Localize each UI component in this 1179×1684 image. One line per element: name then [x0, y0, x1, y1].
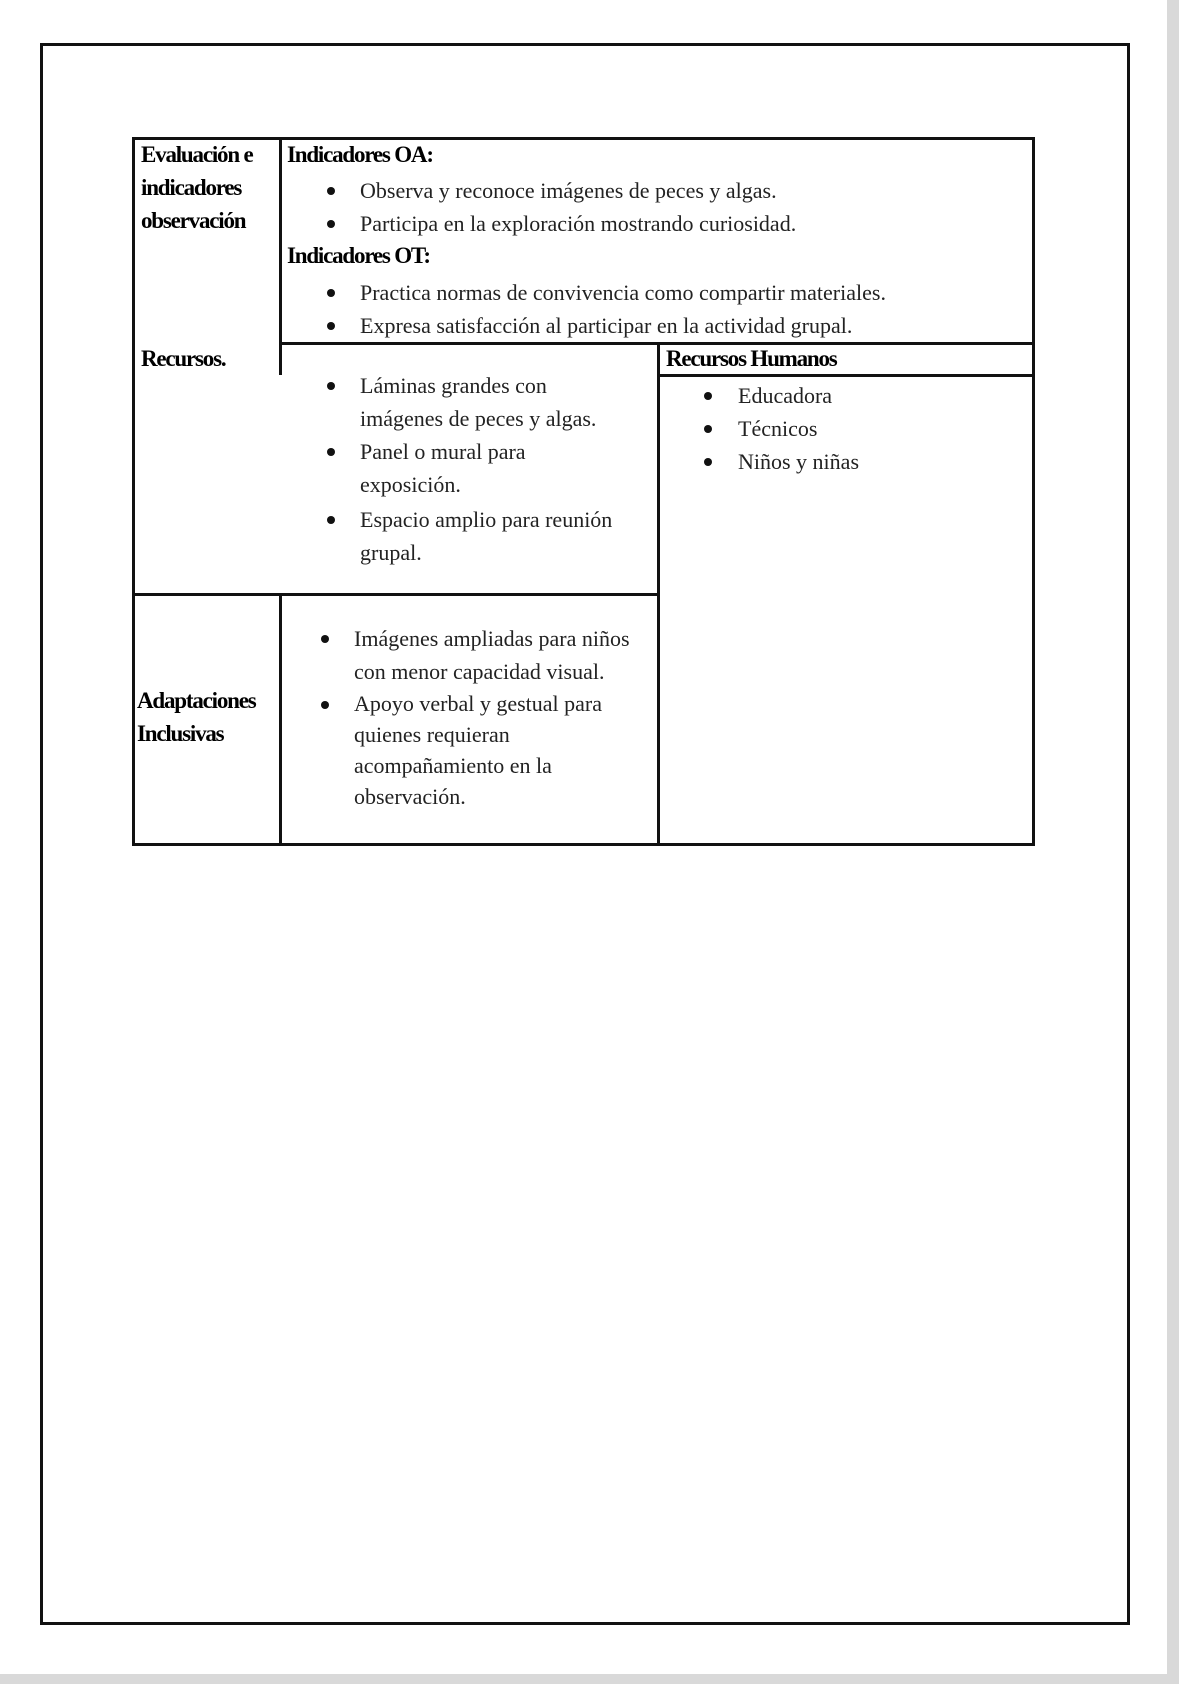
adaptaciones-label: [137, 684, 256, 750]
bullet-icon: [704, 425, 712, 433]
list-item-text: Técnicos: [738, 416, 818, 441]
cell-divider: [279, 137, 282, 375]
list-item: [323, 174, 796, 207]
list-item-text: observación.: [354, 784, 466, 809]
list-item-text: acompañamiento en la: [354, 753, 552, 778]
bullet-icon: [327, 187, 335, 195]
page-shadow: [1167, 0, 1179, 1684]
bullet-icon: [704, 458, 712, 466]
list-item: [323, 309, 886, 342]
ot-heading: Indicadores OT:: [287, 243, 430, 268]
list-item: [317, 622, 630, 688]
list-item: [700, 412, 859, 445]
list-item-text: con menor capacidad visual.: [354, 659, 605, 684]
list-item: [323, 503, 612, 569]
evaluacion-label-line: observación: [141, 208, 246, 233]
table-border-top: [132, 137, 1035, 140]
list-item: [323, 207, 796, 240]
bullet-icon: [327, 382, 335, 390]
row-divider: [132, 593, 660, 596]
cell-divider: [279, 593, 282, 846]
list-item-text: Educadora: [738, 383, 833, 408]
evaluacion-label-line: indicadores: [141, 175, 242, 200]
bullet-icon: [321, 635, 329, 643]
adaptaciones-label-line: Inclusivas: [137, 721, 224, 746]
adaptaciones-list: [317, 622, 630, 812]
list-item-text: Apoyo verbal y gestual para: [354, 691, 603, 716]
list-item: [700, 445, 859, 478]
list-item-text: grupal.: [360, 540, 422, 565]
list-item-text: quienes requieran: [354, 722, 510, 747]
oa-heading: Indicadores OA:: [287, 142, 433, 167]
list-item-text: Panel o mural para: [360, 439, 526, 464]
bullet-icon: [704, 392, 712, 400]
adaptaciones-label-line: Adaptaciones: [137, 688, 256, 713]
list-item-text: Expresa satisfacción al participar en la actividad grupal.: [360, 313, 853, 338]
list-item: [317, 688, 630, 812]
list-item-text: exposición.: [360, 472, 461, 497]
bullet-icon: [321, 701, 329, 709]
bullet-icon: [327, 220, 335, 228]
bullet-icon: [327, 322, 335, 330]
list-item-text: Láminas grandes con: [360, 373, 547, 398]
evaluacion-label-line: Evaluación e: [141, 142, 253, 167]
list-item-text: Observa y reconoce imágenes de peces y algas.: [360, 178, 777, 203]
list-item-text: Practica normas de convivencia como compartir materiales.: [360, 280, 886, 305]
list-item: [323, 369, 612, 435]
list-item-text: imágenes de peces y algas.: [360, 406, 597, 431]
list-item: [700, 379, 859, 412]
recursos-list: [323, 369, 612, 569]
table-border-right: [1032, 137, 1035, 846]
list-item-text: Imágenes ampliadas para niños: [354, 626, 630, 651]
list-item: [323, 435, 612, 501]
oa-list: [323, 174, 796, 240]
recursos-label: Recursos.: [141, 346, 226, 371]
recursos-humanos-heading: Recursos Humanos: [666, 346, 837, 371]
bullet-icon: [327, 448, 335, 456]
recursos-humanos-list: [700, 379, 859, 478]
ot-list: [323, 276, 886, 342]
table-border-bottom: [132, 843, 1035, 846]
bullet-icon: [327, 516, 335, 524]
list-item: [323, 276, 886, 309]
evaluacion-label: [141, 138, 252, 237]
list-item-text: Espacio amplio para reunión: [360, 507, 613, 532]
bullet-icon: [327, 289, 335, 297]
table-border-left: [132, 137, 135, 846]
list-item-text: Niños y niñas: [738, 449, 859, 474]
list-item-text: Participa en la exploración mostrando curiosidad.: [360, 211, 797, 236]
page-shadow: [0, 1674, 1179, 1684]
